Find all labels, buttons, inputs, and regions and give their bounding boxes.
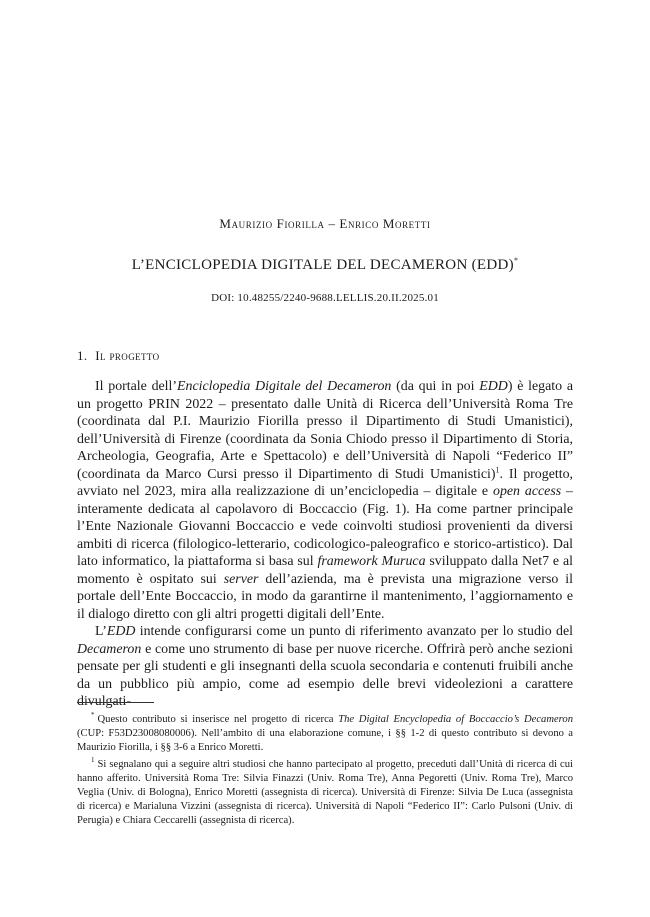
section-number: 1.	[77, 348, 88, 363]
italic-run: Enciclopedia Digitale del Decameron	[177, 379, 392, 394]
text-run: (CUP: F53D23008080006). Nell’ambito di una elaborazione comune, i §§ 1-2 di questo contributo si devono a Maurizio Fiorilla, i §§ 3-6 a Enrico Moretti.	[77, 728, 573, 754]
article-title-text: L’ENCICLOPEDIA DIGITALE DEL DECAMERON (EDD)	[131, 257, 514, 273]
italic-run: EDD	[479, 379, 508, 394]
body-text	[77, 378, 573, 711]
text-run: – interamente dedicata al capolavoro di Boccaccio (Fig. 1). Ha come partner principale l’Ente Nazionale Giovanni Boccaccio e vede coinvolti studiosi provenienti da diversi ambiti di ricerca (filologico-letterario, codicologico-paleografico e storico-artistico). Dal lato informatico, la piattaforma si basa sul	[77, 484, 573, 569]
text-run: Il portale dell’	[95, 379, 178, 394]
text-run: e come uno strumento di base per nuove ricerche. Offrirà però anche sezioni pensate per gli studenti e gli insegnanti della scuola secondaria e contenuti fruibili anche da un pubblico più ampio, come ad esempio delle brevi videolezioni a carattere divulgati-	[77, 641, 573, 709]
footnotes	[77, 713, 573, 831]
italic-run: server	[223, 571, 259, 587]
section-title: Il progetto	[95, 348, 160, 363]
text-run: L’	[95, 624, 107, 639]
title-footnote-mark[interactable]: *	[513, 256, 519, 265]
footnote-mark: *	[91, 711, 95, 720]
text-run: (da qui in poi	[391, 379, 480, 394]
footnote-separator	[77, 702, 154, 703]
footnote-mark: 1	[91, 756, 95, 765]
text-run: sviluppato dalla Net7 e al momento è ospitato sui	[77, 554, 573, 587]
italic-run: EDD	[106, 624, 136, 639]
text-run: dell’azienda, ma è prevista una migrazione verso il portale dell’Ente Boccaccio, in modo da garantirne il mantenimento, l’aggiornamento e il dialogo diretto con gli altri progetti digitali dell’Ente.	[77, 571, 573, 622]
italic-run: open access	[493, 484, 562, 499]
article-title	[0, 256, 650, 274]
footnote-star	[77, 713, 573, 756]
italic-run: The Digital Encyclopedia of Boccaccio’s Decameron	[338, 714, 573, 725]
italic-run: framework Muruca	[317, 554, 426, 569]
paragraph-2	[77, 623, 573, 711]
section-heading	[77, 348, 160, 364]
text-run: intende configurarsi come un punto di riferimento avanzato per lo studio del	[135, 624, 573, 639]
footnote-ref-1[interactable]: 1	[495, 464, 500, 474]
text-run: . Il progetto, avviato nel 2023, mira alla realizzazione di un’enciclopedia – digitale e	[77, 466, 573, 499]
paragraph-1	[77, 378, 573, 623]
text-run: Si segnalano qui a seguire altri studiosi che hanno partecipato al progetto, preceduti dall’Unità di ricerca di cui hanno afferito. Università Roma Tre: Silvia Finazzi (Univ. Roma Tre), Anna Pegoretti (Univ. Roma Tre), Marco Veglia (Univ. di Bologna), Enrico Moretti (assegnista di ricerca). Università di Firenze: Silvia De Luca (assegnista di ricerca) e Marialuna Vizzini (assegnista di ricerca). Università di Napoli “Federico II”: Carlo Pulsoni (Univ. di Perugia) e Chiara Ceccarelli (assegnista di ricerca).	[77, 758, 573, 827]
footnote-1	[77, 758, 573, 829]
text-run: Questo contributo si inserisce nel progetto di ricerca	[97, 714, 339, 725]
doi-line: DOI: 10.48255/2240-9688.LELLIS.20.II.2025.01	[211, 292, 439, 304]
italic-run: Decameron	[77, 641, 142, 657]
authors-line: Maurizio Fiorilla – Enrico Moretti	[219, 216, 431, 231]
text-run: ) è legato a un progetto PRIN 2022 – presentato dalle Unità di Ricerca dell’Università Roma Tre (coordinata dal P.I. Maurizio Fiorilla presso il Dipartimento di Studi Umanistici), dell’Università di Firenze (coordinata da Sonia Chiodo presso il Dipartimento di Storia, Archeologia, Geografia, Arte e Spettacolo) e dell’Università di Napoli “Federico II” (coordinata da Marco Cursi presso il Dipartimento di Studi Umanistici)	[77, 379, 573, 482]
